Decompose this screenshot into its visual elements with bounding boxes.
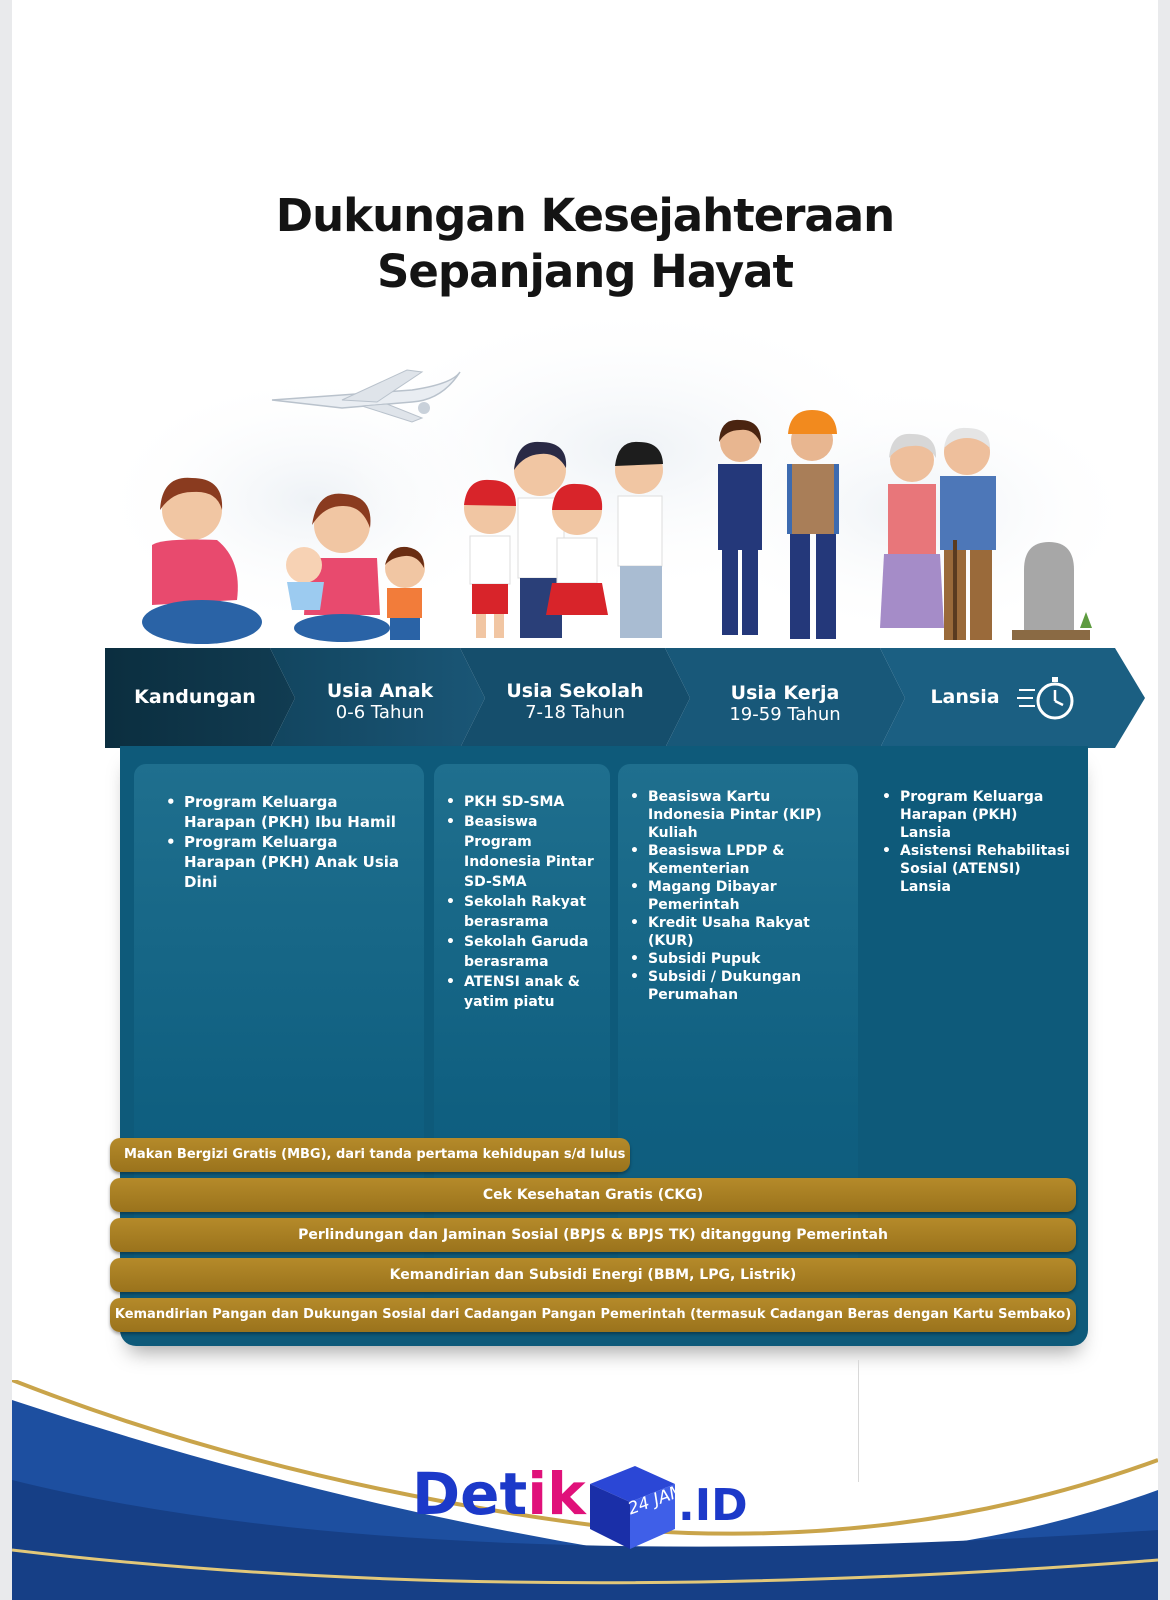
page-title: Dukungan Kesejahteraan Sepanjang Hayat bbox=[275, 189, 895, 298]
benefit-list bbox=[184, 792, 404, 892]
airplane-icon bbox=[272, 370, 460, 422]
benefit-item: • Beasiswa Program Indonesia Pintar SD-SMA bbox=[464, 812, 602, 892]
detik24jam-logo: Detik 24 JAM .ID bbox=[412, 1462, 772, 1572]
timeline-stages bbox=[105, 648, 1145, 748]
benefit-item: • Beasiswa Kartu Indonesia Pintar (KIP) Kuliah bbox=[648, 788, 850, 842]
pregnant-woman-figure bbox=[142, 478, 262, 644]
elderly-couple-figure bbox=[880, 428, 996, 640]
benefit-item: • Sekolah Rakyat berasrama bbox=[464, 892, 602, 932]
school-children-figure bbox=[464, 442, 663, 638]
stage-kandungan: Kandungan bbox=[134, 686, 256, 708]
stopwatch-icon bbox=[1017, 674, 1077, 724]
gravestone-icon bbox=[1012, 542, 1092, 640]
benefit-item: • Magang Dibayar Pemerintah bbox=[648, 878, 850, 914]
mother-with-children-figure bbox=[286, 494, 425, 642]
column-kandungan-anak bbox=[134, 764, 424, 1344]
stage-usia-sekolah: Usia Sekolah 7-18 Tahun bbox=[506, 680, 644, 723]
bar-pangan: Kemandirian Pangan dan Dukungan Sosial dari Cadangan Pangan Pemerintah (termasuk Cadangan Beras dengan Kartu Sembako) bbox=[110, 1298, 1076, 1332]
life-stages-illustration bbox=[12, 360, 1158, 660]
stage-usia-kerja: Usia Kerja 19-59 Tahun bbox=[729, 682, 841, 725]
bar-energi: Kemandirian dan Subsidi Energi (BBM, LPG, Listrik) bbox=[110, 1258, 1076, 1292]
bar-mbg: Makan Bergizi Gratis (MBG), dari tanda pertama kehidupan s/d lulus bbox=[110, 1138, 630, 1172]
stage-usia-anak: Usia Anak 0-6 Tahun bbox=[326, 680, 434, 723]
benefit-list bbox=[464, 792, 602, 1012]
bar-bpjs: Perlindungan dan Jaminan Sosial (BPJS & BPJS TK) ditanggung Pemerintah bbox=[110, 1218, 1076, 1252]
column-usia-kerja bbox=[618, 764, 858, 1344]
benefit-item: • Kredit Usaha Rakyat (KUR) bbox=[648, 914, 850, 950]
benefit-list bbox=[900, 788, 1072, 896]
working-adults-figure bbox=[718, 410, 839, 639]
benefit-item: • Subsidi Pupuk bbox=[648, 950, 850, 968]
bar-ckg: Cek Kesehatan Gratis (CKG) bbox=[110, 1178, 1076, 1212]
benefit-item: • Sekolah Garuda berasrama bbox=[464, 932, 602, 972]
stage-lansia: Lansia bbox=[930, 686, 1000, 708]
column-lansia bbox=[868, 764, 1078, 1344]
infographic-page bbox=[12, 0, 1158, 1600]
benefit-item: • Asistensi Rehabilitasi Sosial (ATENSI) Lansia bbox=[900, 842, 1072, 896]
benefit-item: • Program Keluarga Harapan (PKH) Ibu Hamil bbox=[184, 792, 404, 832]
benefit-list bbox=[648, 788, 850, 1004]
benefit-item: • Subsidi / Dukungan Perumahan bbox=[648, 968, 850, 1004]
benefit-item: • Beasiswa LPDP & Kementerian bbox=[648, 842, 850, 878]
benefit-item: • PKH SD-SMA bbox=[464, 792, 602, 812]
benefit-item: • Program Keluarga Harapan (PKH) Anak Usia Dini bbox=[184, 832, 404, 892]
benefits-panel bbox=[120, 746, 1088, 1346]
column-usia-sekolah bbox=[434, 764, 610, 1344]
benefit-item: • ATENSI anak & yatim piatu bbox=[464, 972, 602, 1012]
benefit-item: • Program Keluarga Harapan (PKH) Lansia bbox=[900, 788, 1072, 842]
